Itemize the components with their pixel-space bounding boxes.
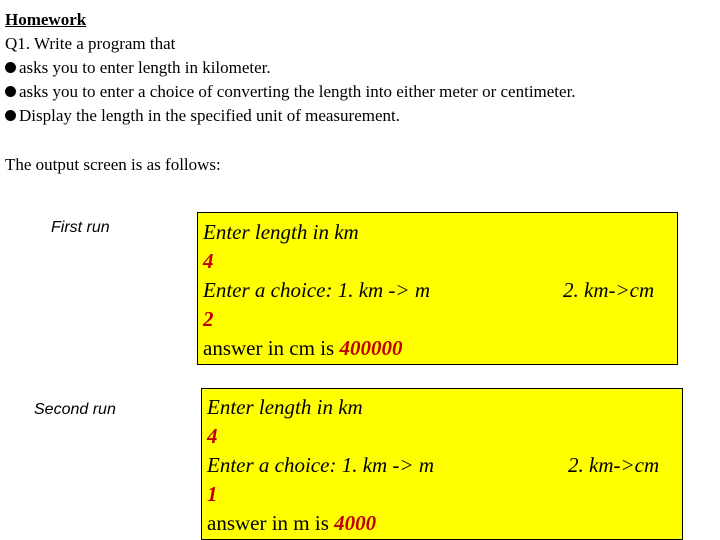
bullet-item xyxy=(5,56,576,80)
output-note: The output screen is as follows: xyxy=(5,155,221,174)
length-input: 4 xyxy=(207,424,218,448)
bullet-text: asks you to enter a choice of converting the length into either meter or centimeter. xyxy=(19,82,576,101)
choice-prompt: Enter a choice: 1. km -> m xyxy=(203,278,431,302)
answer-line xyxy=(203,334,402,363)
question-text: Q1. Write a program that xyxy=(5,34,176,53)
bullet-text: asks you to enter length in kilometer. xyxy=(19,58,271,77)
answer-text: answer in cm is xyxy=(203,336,340,360)
homework-heading: Homework xyxy=(5,10,87,29)
choice-input: 2 xyxy=(203,307,214,331)
second-run-label: Second run xyxy=(34,401,116,418)
length-input: 4 xyxy=(203,249,214,273)
bullet-dot-icon xyxy=(5,110,16,121)
answer-text: answer in m is xyxy=(207,511,335,535)
bullet-text: Display the length in the specified unit of measurement. xyxy=(19,106,400,125)
assignment-intro xyxy=(5,8,576,128)
first-run-console xyxy=(197,212,678,365)
bullet-item xyxy=(5,80,576,104)
length-prompt: Enter length in km xyxy=(203,220,359,244)
answer-line xyxy=(207,509,376,538)
choice-input: 1 xyxy=(207,482,218,506)
bullet-dot-icon xyxy=(5,86,16,97)
choice-prompt: Enter a choice: 1. km -> m xyxy=(207,453,435,477)
second-run-console xyxy=(201,388,683,540)
answer-value: 4000 xyxy=(334,511,377,535)
length-prompt: Enter length in km xyxy=(207,395,363,419)
option-two-label: 2. km->cm xyxy=(563,278,655,302)
answer-value: 400000 xyxy=(339,336,403,360)
bullet-item xyxy=(5,104,576,128)
bullet-dot-icon xyxy=(5,62,16,73)
option-two-label: 2. km->cm xyxy=(568,453,660,477)
first-run-label: First run xyxy=(51,219,110,236)
